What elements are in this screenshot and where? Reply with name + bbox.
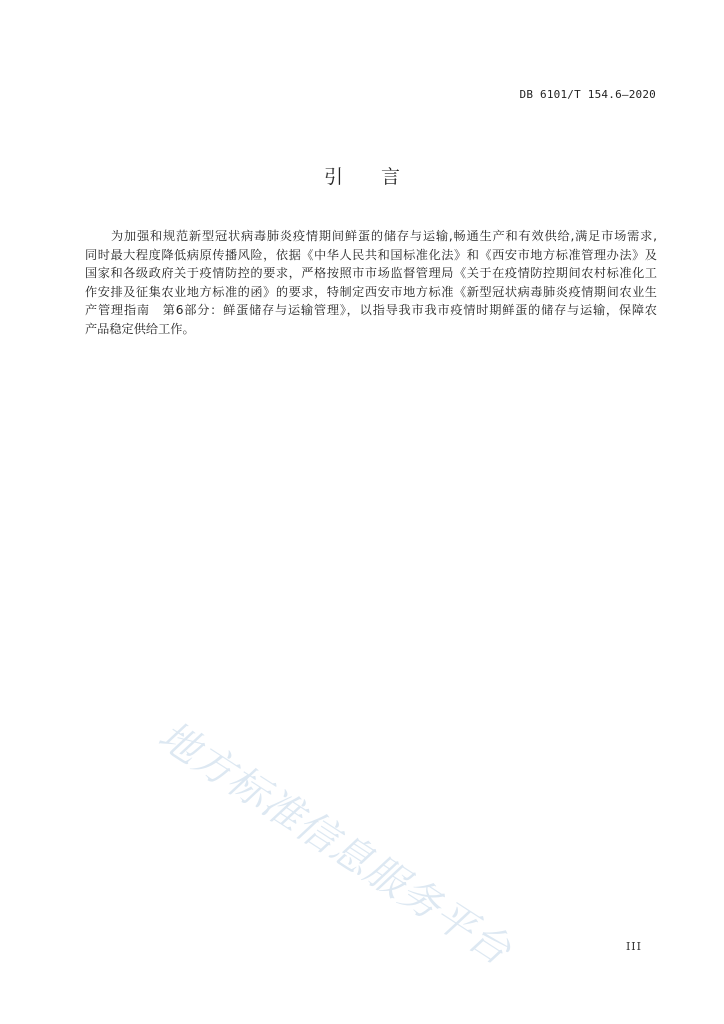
section-title: [0, 162, 724, 189]
document-code: DB 6101/T 154.6—2020: [519, 88, 656, 101]
paragraph-line: 作安排及征集农业地方标准的函》的要求，特制定西安市地方标准《新型冠状病毒肺炎疫情期间农业生: [85, 284, 657, 299]
paragraph-line: 同时最大程度降低病原传播风险，依据《中华人民共和国标准化法》和《西安市地方标准管理办法》及: [85, 247, 657, 262]
watermark: 地方标准信息服务平台: [150, 712, 519, 975]
paragraph-line: 产管理指南 第6部分：鲜蛋储存与运输管理》，以指导我市我市疫情时期鲜蛋的储存与运输，保障农: [85, 303, 657, 318]
section-title-char-2: 言: [381, 166, 401, 188]
introduction-paragraph: [85, 227, 657, 339]
paragraph-line: 产品稳定供给工作。: [85, 321, 195, 336]
section-title-char-1: 引: [323, 166, 343, 188]
paragraph-line: 为加强和规范新型冠状病毒肺炎疫情期间鲜蛋的储存与运输,畅通生产和有效供给,满足市场需求,: [111, 229, 657, 243]
page-number: III: [625, 940, 642, 953]
paragraph-line: 国家和各级政府关于疫情防控的要求，严格按照市市场监督管理局《关于在疫情防控期间农村标准化工: [85, 266, 657, 281]
